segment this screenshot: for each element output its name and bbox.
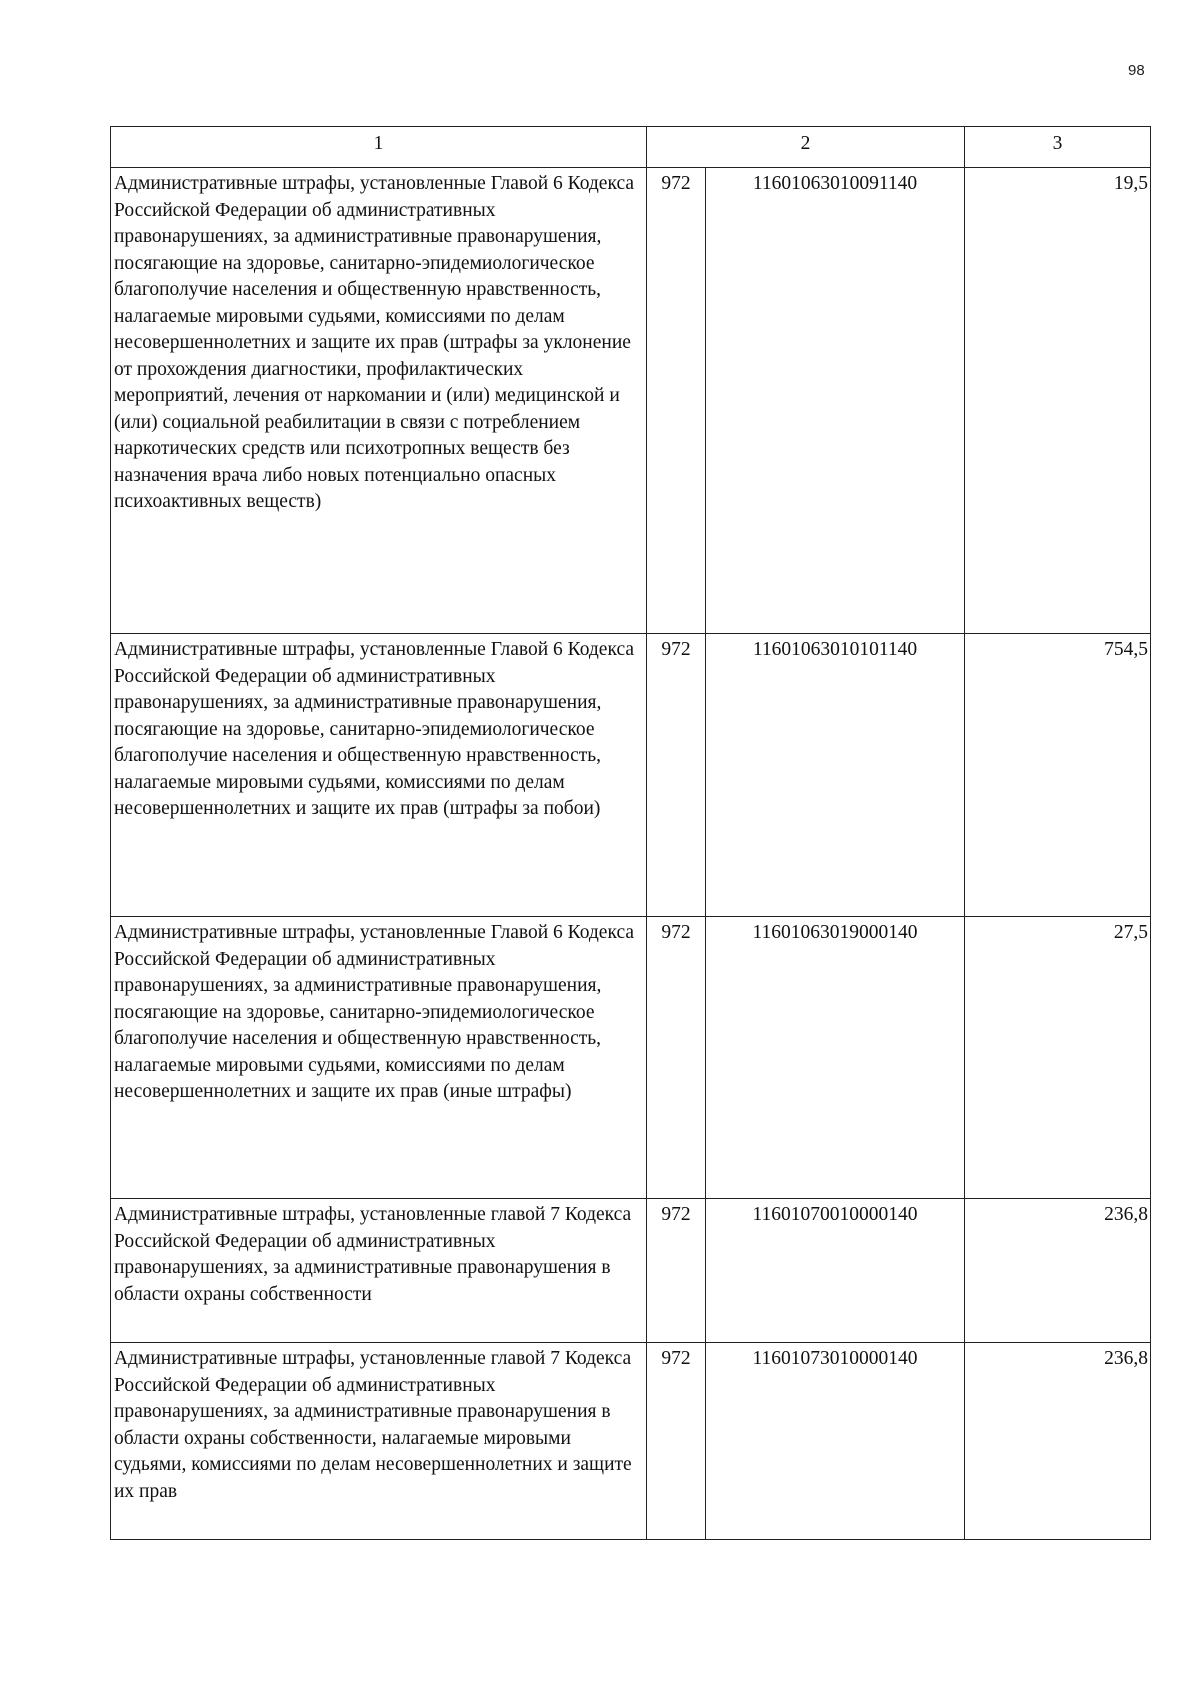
row-amount: 19,5: [965, 168, 1151, 634]
table-row: [111, 1199, 1151, 1343]
row-admin-code: 972: [647, 168, 706, 634]
row-amount: 236,8: [965, 1343, 1151, 1540]
row-admin-code: 972: [647, 917, 706, 1199]
row-revenue-code: 11601063010091140: [706, 168, 965, 634]
table-row: [111, 634, 1151, 917]
row-description: Административные штрафы, установленные Главой 6 Кодекса Российской Федерации об административных правонарушениях, за административные правонарушения, посягающие на здоровье, санитарно-эпидемиологическое благополучие населения и общественную нравственность, налагаемые мировыми судьями, комиссиями по делам несовершеннолетних и защите их прав (штрафы за уклонение от прохождения диагностики, профилактических мероприятий, лечения от наркомании и (или) медицинской и (или) социальной реабилитации в связи с потреблением наркотических средств или психотропных веществ без назначения врача либо новых потенциально опасных психоактивных веществ): [111, 168, 647, 634]
row-amount: 27,5: [965, 917, 1151, 1199]
row-description: Административные штрафы, установленные Главой 6 Кодекса Российской Федерации об административных правонарушениях, за административные правонарушения, посягающие на здоровье, санитарно-эпидемиологическое благополучие населения и общественную нравственность, налагаемые мировыми судьями, комиссиями по делам несовершеннолетних и защите их прав (иные штрафы): [111, 917, 647, 1199]
row-admin-code: 972: [647, 1199, 706, 1343]
table-row: [111, 917, 1151, 1199]
row-description: Административные штрафы, установленные главой 7 Кодекса Российской Федерации об административных правонарушениях, за административные правонарушения в области охраны собственности, налагаемые мировыми судьями, комиссиями по делам несовершеннолетних и защите их прав: [111, 1343, 647, 1540]
row-revenue-code: 11601073010000140: [706, 1343, 965, 1540]
header-col-3: 3: [965, 127, 1151, 168]
table-row: [111, 168, 1151, 634]
page-number: 98: [1128, 62, 1145, 79]
revenue-table: [110, 126, 1151, 1540]
row-revenue-code: 11601070010000140: [706, 1199, 965, 1343]
table-header-row: [111, 127, 1151, 168]
row-description: Административные штрафы, установленные Главой 6 Кодекса Российской Федерации об административных правонарушениях, за административные правонарушения, посягающие на здоровье, санитарно-эпидемиологическое благополучие населения и общественную нравственность, налагаемые мировыми судьями, комиссиями по делам несовершеннолетних и защите их прав (штрафы за побои): [111, 634, 647, 917]
header-col-1: 1: [111, 127, 647, 168]
row-amount: 754,5: [965, 634, 1151, 917]
row-admin-code: 972: [647, 1343, 706, 1540]
row-admin-code: 972: [647, 634, 706, 917]
row-amount: 236,8: [965, 1199, 1151, 1343]
row-revenue-code: 11601063010101140: [706, 634, 965, 917]
table-row: [111, 1343, 1151, 1540]
row-revenue-code: 11601063019000140: [706, 917, 965, 1199]
header-col-2: 2: [647, 127, 965, 168]
row-description: Административные штрафы, установленные главой 7 Кодекса Российской Федерации об административных правонарушениях, за административные правонарушения в области охраны собственности: [111, 1199, 647, 1343]
